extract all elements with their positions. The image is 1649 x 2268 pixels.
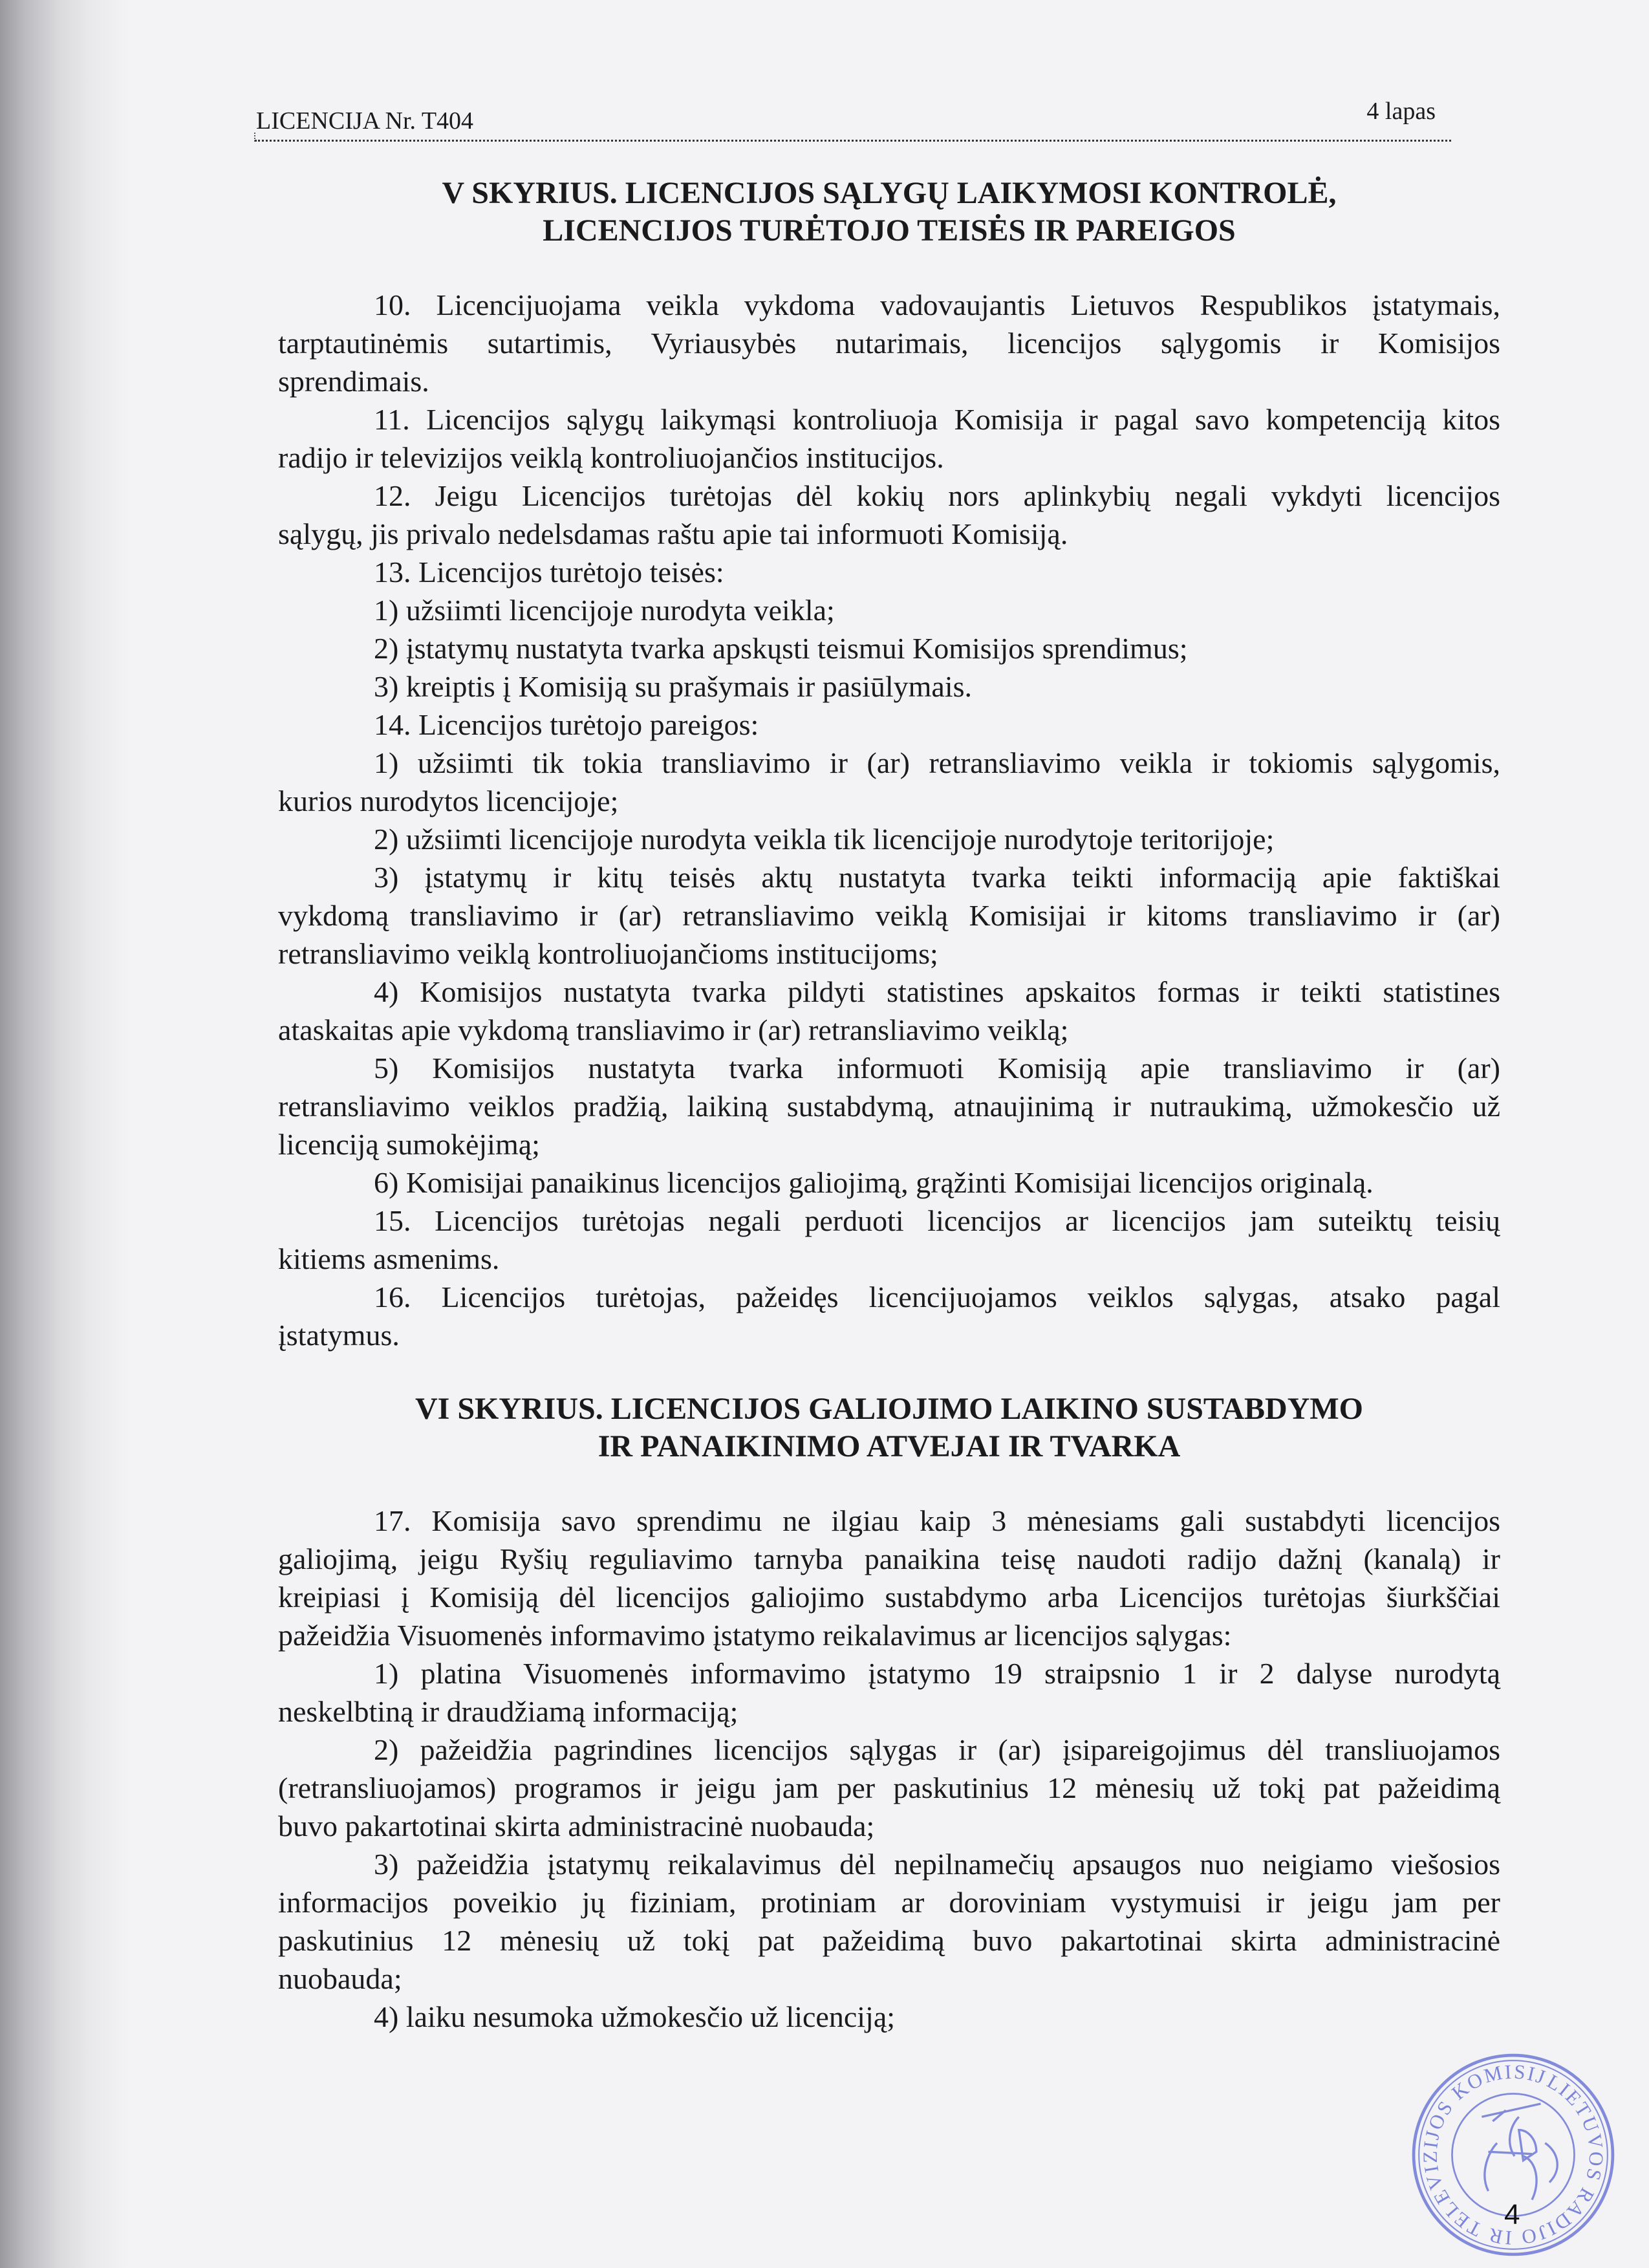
paragraph [278,1998,1500,2036]
paragraph-line: 5) Komisijos nustatyta tvarka informuoti Komisiją apie transliavimo ir (ar) [374,1052,1500,1085]
paragraph-line: buvo pakartotinai skirta administracinė nuobauda; [278,1809,875,1842]
section-heading [278,175,1500,250]
paragraph-line: 15. Licencijos turėtojas negali perduoti licencijos ar licencijos jam suteiktų teisių [374,1204,1500,1237]
paragraph [278,744,1500,820]
paragraph-line: (retransliuojamos) programos ir jeigu jam per paskutinius 12 mėnesių už tokį pat pažeidimą [278,1771,1500,1804]
paragraph-line: 17. Komisija savo sprendimu ne ilgiau kaip 3 mėnesiams gali sustabdyti licencijos [374,1504,1500,1537]
paragraph-line: sąlygų, jis privalo nedelsdamas raštu apie tai informuoti Komisiją. [278,517,1068,550]
paragraph [278,553,1500,591]
paragraph-line: 2) įstatymų nustatyta tvarka apskųsti teismui Komisijos sprendimus; [374,632,1188,665]
paragraph-line: 11. Licencijos sąlygų laikymąsi kontroliuoja Komisija ir pagal savo kompetenciją kitos [374,403,1500,436]
paragraph-line: įstatymus. [278,1319,400,1352]
paragraph-line: 10. Licencijuojama veikla vykdoma vadovaujantis Lietuvos Respublikos įstatymais, [374,288,1500,321]
paragraph [278,973,1500,1049]
paragraph-line: 1) užsiimti licencijoje nurodyta veikla; [374,594,835,627]
section-body [278,1502,1500,2036]
paragraph-line: nuobauda; [278,1962,402,1995]
paragraph-line: radijo ir televizijos veiklą kontroliuojančios institucijos. [278,441,944,474]
paragraph-line: retransliavimo veiklos pradžią, laikiną sustabdymą, atnaujinimą ir nutraukimą, užmokesčio už [278,1090,1500,1123]
paragraph [278,667,1500,706]
book-spine-shadow [0,0,129,2268]
paragraph-line: retransliavimo veiklą kontroliuojančioms institucijoms; [278,937,938,970]
paragraph [278,1731,1500,1845]
paragraph-line: kitiems asmenims. [278,1242,500,1275]
paragraph [278,1654,1500,1731]
paragraph-line: 3) kreiptis į Komisiją su prašymais ir pasiūlymais. [374,670,973,703]
paragraph [278,1049,1500,1163]
paragraph [278,629,1500,667]
paragraph-line: pažeidžia Visuomenės informavimo įstatymo reikalavimus ar licencijos sąlygas: [278,1619,1232,1652]
paragraph-line: tarptautinėmis sutartimis, Vyriausybės nutarimais, licencijos sąlygomis ir Komisijos [278,327,1500,360]
paragraph-line: 14. Licencijos turėtojo pareigos: [374,708,759,741]
paragraph [278,1502,1500,1654]
paragraph [278,858,1500,973]
license-number-header: LICENCIJA Nr. T404 [256,107,474,135]
paragraph-line: 12. Jeigu Licencijos turėtojas dėl kokių nors aplinkybių negali vykdyti licencijos [374,479,1500,512]
paragraph [278,1163,1500,1202]
paragraph-line: 1) platina Visuomenės informavimo įstatymo 19 straipsnio 1 ir 2 dalyse nurodytą [374,1657,1500,1690]
paragraph [278,820,1500,858]
paragraph-line: licenciją sumokėjimą; [278,1128,540,1161]
paragraph-line: paskutinius 12 mėnesių už tokį pat pažeidimą buvo pakartotinai skirta administracinė [278,1924,1500,1957]
paragraph-line: sprendimais. [278,365,429,398]
paragraph-line: 13. Licencijos turėtojo teisės: [374,556,724,589]
section-heading-line: IR PANAIKINIMO ATVEJAI IR TVARKA [598,1429,1181,1463]
header-rule [255,140,1451,142]
paragraph-line: 4) laiku nesumoka užmokesčio už licenciją; [374,2000,896,2033]
paragraph-line: 3) įstatymų ir kitų teisės aktų nustatyta tvarka teikti informaciją apie faktiškai [374,861,1500,894]
page-label: 4 lapas [1366,98,1436,125]
section-heading-line: V SKYRIUS. LICENCIJOS SĄLYGŲ LAIKYMOSI KONTROLĖ, [442,176,1337,210]
paragraph-line: kreipiasi į Komisiją dėl licencijos galiojimo sustabdymo arba Licencijos turėtojas šiurkščiai [278,1581,1500,1614]
paragraph-line: 16. Licencijos turėtojas, pažeidęs licencijuojamos veiklos sąlygas, atsako pagal [374,1280,1500,1313]
paragraph-line: informacijos poveikio jų fiziniam, protiniam ar doroviniam vystymuisi ir jeigu jam per [278,1886,1500,1919]
paragraph-line: ataskaitas apie vykdomą transliavimo ir (ar) retransliavimo veiklą; [278,1013,1069,1046]
paragraph [278,1845,1500,1998]
paragraph-line: 2) pažeidžia pagrindines licencijos sąlygas ir (ar) įsipareigojimus dėl transliuojamos [374,1733,1500,1766]
paragraph-line: neskelbtiną ir draudžiamą informaciją; [278,1695,738,1728]
section-body [278,286,1500,1354]
paragraph [278,591,1500,629]
paragraph [278,286,1500,400]
section-heading [278,1390,1500,1465]
stamp-text: LIETUVOS RADIJO IR TELEVIZIJOS KOMISIJ [1418,2060,1608,2250]
paragraph-line: 2) užsiimti licencijoje nurodyta veikla tik licencijoje nurodytoje teritorijoje; [374,823,1275,856]
paragraph-line: vykdomą transliavimo ir (ar) retransliavimo veiklą Komisijai ir kitoms transliavimo ir (ar) [278,899,1500,932]
paragraph [278,1278,1500,1354]
section-heading-line: VI SKYRIUS. LICENCIJOS GALIOJIMO LAIKINO SUSTABDYMO [415,1392,1364,1426]
paragraph-line: 4) Komisijos nustatyta tvarka pildyti statistines apskaitos formas ir teikti statistines [374,975,1500,1008]
paragraph [278,477,1500,553]
paragraph-line: 1) užsiimti tik tokia transliavimo ir (ar) retransliavimo veikla ir tokiomis sąlygomis, [374,746,1500,779]
paragraph [278,1202,1500,1278]
paragraph [278,400,1500,477]
paragraph-line: 6) Komisijai panaikinus licencijos galiojimą, grąžinti Komisijai licencijos originalą. [374,1166,1374,1199]
paragraph-line: galiojimą, jeigu Ryšių reguliavimo tarnyba panaikina teisę naudoti radijo dažnį (kanalą) ir [278,1542,1500,1575]
document-body [278,175,1500,2036]
paragraph-line: 3) pažeidžia įstatymų reikalavimus dėl nepilnamečių apsaugos nuo neigiamo viešosios [374,1848,1500,1881]
paragraph-line: kurios nurodytos licencijoje; [278,784,619,817]
section-heading-line: LICENCIJOS TURĖTOJO TEISĖS IR PAREIGOS [543,213,1236,248]
paragraph [278,706,1500,744]
stamp-page-number: 4 [1504,2199,1520,2230]
